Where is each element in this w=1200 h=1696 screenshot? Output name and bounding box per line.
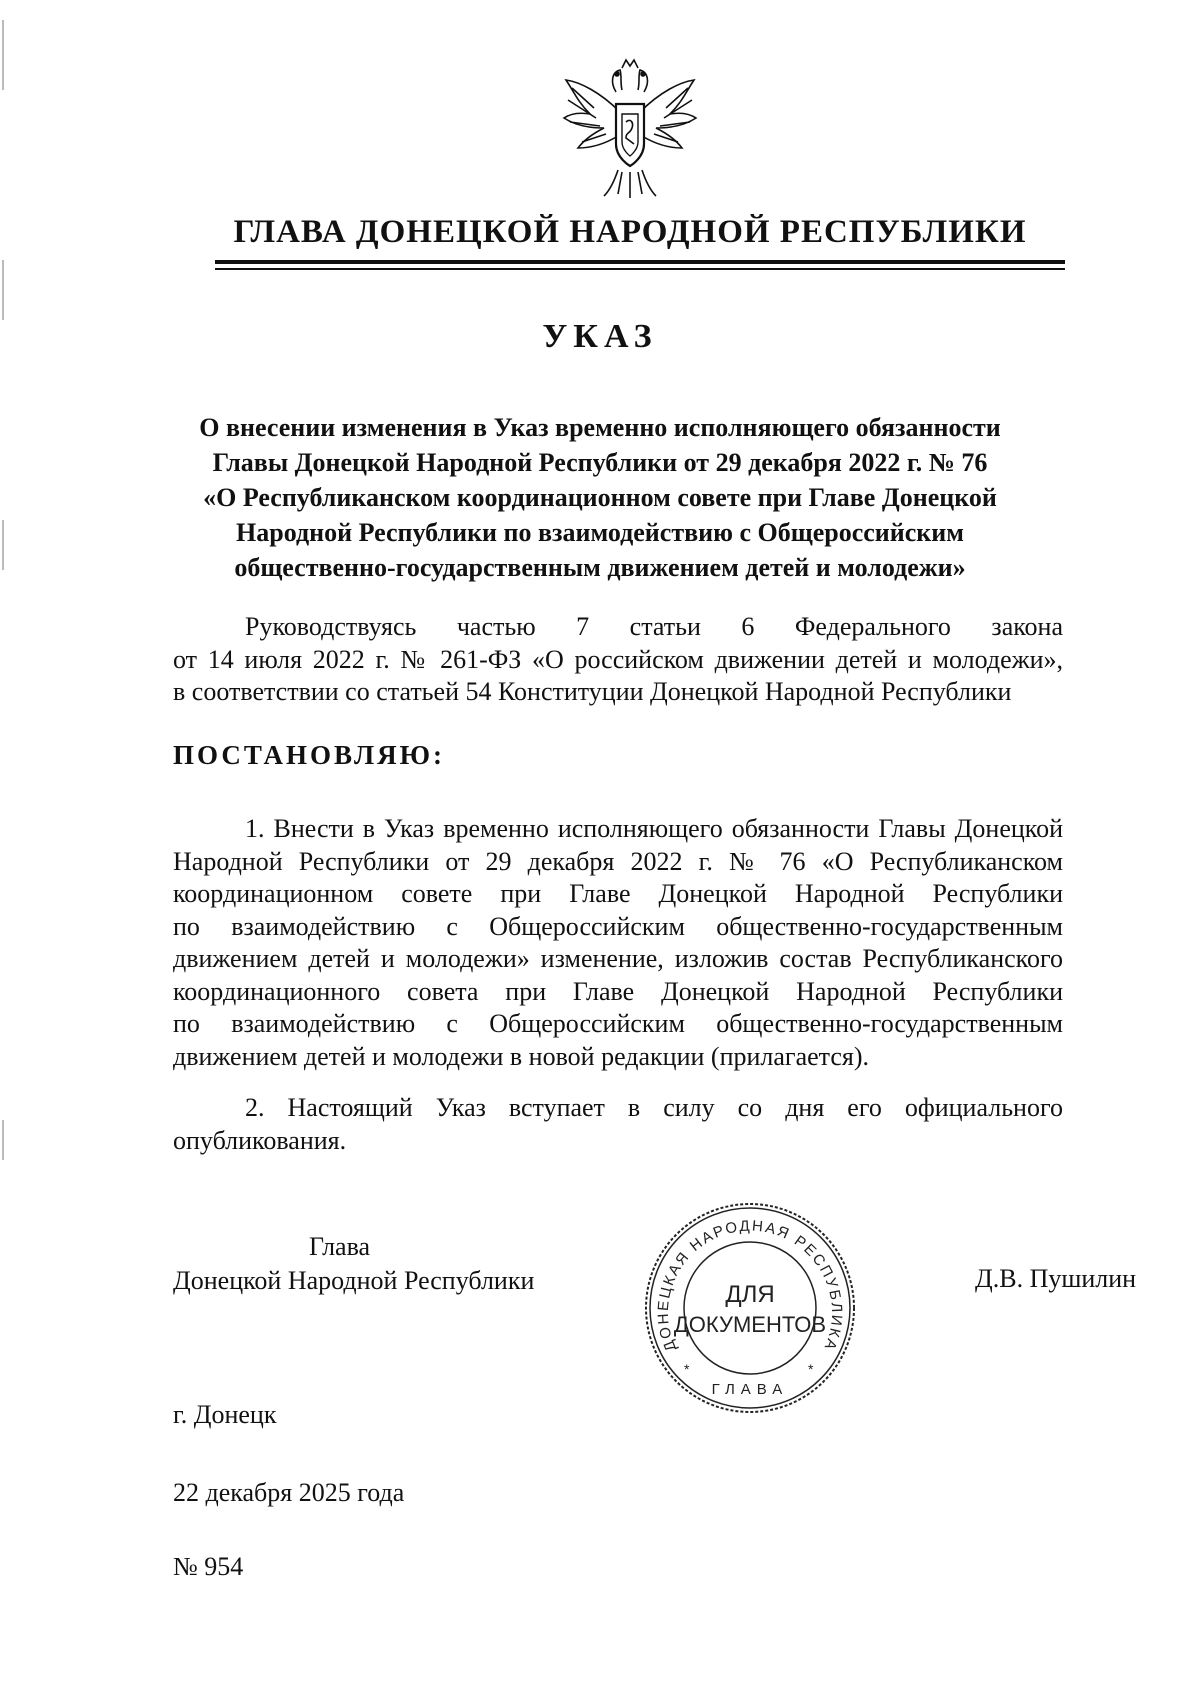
title-line: общественно-государственным движением детей и молодежи» [234,553,966,582]
item-1-line: движением детей и молодежи» изменение, изложив состав Республиканского [173,944,1063,973]
item-1-line: движением детей и молодежи в новой редакции (прилагается). [173,1041,870,1071]
seal-center-line: ДОКУМЕНТОВ [673,1312,827,1337]
scan-mark [2,20,4,90]
signatory-name: Д.В. Пушилин [975,1264,1137,1293]
title-line: «О Республиканском координационном совете при Главе Донецкой [203,483,997,512]
item-1-line: по взаимодействию с Общероссийским общественно-государственным [173,911,1063,941]
seal-bottom-text: ГЛАВА [711,1381,789,1398]
preamble-line: Руководствуясь частью 7 статьи 6 Федерального закона [245,612,1063,641]
seal-ring-text: ДОНЕЦКАЯ НАРОДНАЯ РЕСПУБЛИКА [654,1217,846,1354]
preamble-line: в соответствии со статьей 54 Конституции Донецкой Народной Республики [173,677,1012,706]
header-divider-thick [215,260,1065,264]
title-line: Народной Республики по взаимодействию с Общероссийским [236,518,964,547]
place-of-issue: г. Донецк [173,1400,277,1429]
scan-mark [2,1120,4,1160]
issue-date: 22 декабря 2025 года [173,1478,405,1507]
scan-mark [2,520,4,570]
preamble-paragraph [173,611,1063,709]
seal-center-line: ДЛЯ [725,1281,775,1308]
item-1-line: координационного совета при Главе Донецкой Народной Республики [173,976,1063,1006]
seal-star-icon: * [684,1361,690,1377]
signatory-post [173,1230,534,1298]
seal-star-icon: * [808,1361,814,1377]
decree-word: ПОСТАНОВЛЯЮ: [173,740,445,770]
dpr-coat-of-arms-icon [560,52,700,202]
item-1-line: координационном совете при Главе Донецкой Народной Республики [173,879,1063,908]
header-divider-thin [215,268,1065,270]
item-1-line: по взаимодействию с Общероссийским общественно-государственным [173,1009,1063,1038]
document-title [160,410,1040,585]
official-seal-stamp [640,1198,860,1418]
preamble-line: от 14 июля 2022 г. № 261-ФЗ «О российском движении детей и молодежи», [173,644,1063,674]
title-line: Главы Донецкой Народной Республики от 29 декабря 2022 г. № 76 [212,448,988,477]
document-type: УКАЗ [542,318,658,355]
document-number: № 954 [173,1552,244,1581]
title-line: О внесении изменения в Указ временно исполняющего обязанности [199,413,1001,442]
issuing-authority-title: ГЛАВА ДОНЕЦКОЙ НАРОДНОЙ РЕСПУБЛИКИ [233,214,1027,250]
item-2-paragraph [173,1092,1063,1157]
item-1-line: 1. Внести в Указ временно исполняющего обязанности Главы Донецкой [245,814,1063,843]
signatory-post-line: Глава [309,1232,371,1261]
signatory-post-line: Донецкой Народной Республики [173,1266,535,1295]
item-2-line: 2. Настоящий Указ вступает в силу со дня его официального [245,1093,1063,1122]
scan-mark [2,260,4,320]
item-1-line: Народной Республики от 29 декабря 2022 г. № 76 «О Республиканском [173,846,1063,876]
item-2-line: опубликования. [173,1125,347,1155]
item-1-paragraph [173,813,1063,1073]
